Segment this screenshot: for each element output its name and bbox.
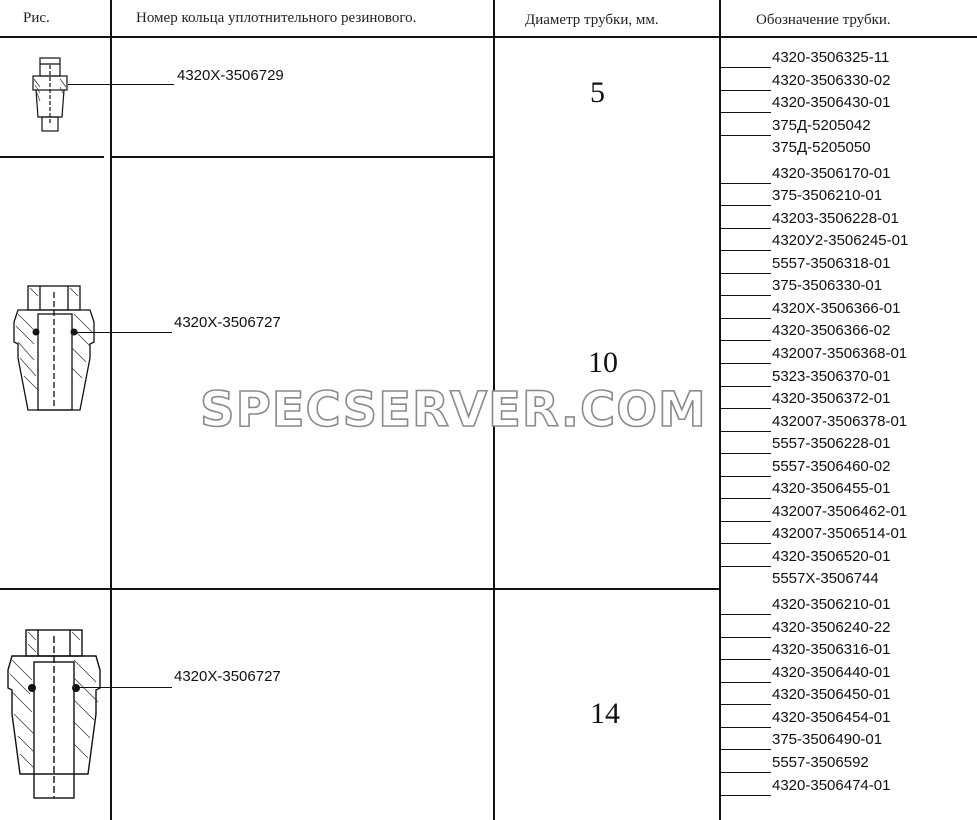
tube-underline xyxy=(721,476,771,477)
tube-underline xyxy=(721,273,771,274)
row-divider-fig-1 xyxy=(0,156,104,158)
row-divider-2 xyxy=(0,588,719,590)
ring-number-2: 4320Х-3506727 xyxy=(174,314,281,331)
tube-code: 4320-3506450-01 xyxy=(772,686,891,703)
tube-code: 4320-3506366-02 xyxy=(772,322,891,339)
tube-underline xyxy=(721,566,771,567)
tube-code: 4320-3506330-02 xyxy=(772,72,891,89)
row-divider-1 xyxy=(110,156,493,158)
tube-code: 432007-3506514-01 xyxy=(772,525,908,542)
tube-code: 5557Х-3506744 xyxy=(772,570,879,587)
header-divider xyxy=(0,36,977,38)
tube-code: 5557-3506228-01 xyxy=(772,435,891,452)
tube-code: 375-3506330-01 xyxy=(772,277,883,294)
ring-leader-line-1 xyxy=(68,84,174,85)
header-tube-designation: Обозначение трубки. xyxy=(756,12,891,28)
tube-code: 4320-3506455-01 xyxy=(772,480,891,497)
tube-code: 4320-3506454-01 xyxy=(772,709,891,726)
tube-underline xyxy=(721,408,771,409)
tube-code: 5557-3506318-01 xyxy=(772,255,891,272)
tube-code: 375-3506490-01 xyxy=(772,731,883,748)
tube-code: 4320-3506170-01 xyxy=(772,165,891,182)
tube-code: 375Д-5205042 xyxy=(772,117,871,134)
seal-fitting-medium-drawing xyxy=(10,282,100,414)
tube-underline xyxy=(721,386,771,387)
tube-code: 4320У2-3506245-01 xyxy=(772,232,909,249)
tube-underline xyxy=(721,659,771,660)
tube-code: 4320Х-3506366-01 xyxy=(772,300,901,317)
tube-underline xyxy=(721,453,771,454)
tube-underline xyxy=(721,772,771,773)
tube-code: 4320-3506440-01 xyxy=(772,664,891,681)
tube-code: 4320-3506210-01 xyxy=(772,596,891,613)
tube-underline xyxy=(721,682,771,683)
tube-underline xyxy=(721,749,771,750)
tube-code: 432007-3506368-01 xyxy=(772,345,908,362)
tube-underline xyxy=(721,112,771,113)
ring-number-1: 4320Х-3506729 xyxy=(177,67,284,84)
diameter-value-3: 14 xyxy=(590,697,620,730)
tube-underline xyxy=(721,90,771,91)
tube-underline xyxy=(721,295,771,296)
tube-code: 4320-3506316-01 xyxy=(772,641,891,658)
watermark: SPECSERVER.COM xyxy=(200,382,707,438)
tube-underline xyxy=(721,614,771,615)
column-divider-3 xyxy=(719,0,721,820)
tube-underline xyxy=(721,67,771,68)
tube-code: 4320-3506430-01 xyxy=(772,94,891,111)
header-figure: Рис. xyxy=(23,10,50,26)
tube-underline xyxy=(721,228,771,229)
tube-underline xyxy=(721,318,771,319)
tube-underline xyxy=(721,795,771,796)
tube-underline xyxy=(721,431,771,432)
tube-code: 4320-3506520-01 xyxy=(772,548,891,565)
tube-code: 4320-3506240-22 xyxy=(772,619,891,636)
tube-code: 4320-3506325-11 xyxy=(772,49,890,66)
diameter-value-1: 5 xyxy=(590,76,605,109)
diameter-value-2: 10 xyxy=(588,346,618,379)
tube-code: 432007-3506378-01 xyxy=(772,413,908,430)
tube-code: 375Д-5205050 xyxy=(772,139,871,156)
seal-fitting-large-drawing xyxy=(4,626,104,802)
tube-code: 432007-3506462-01 xyxy=(772,503,908,520)
ring-leader-line-3 xyxy=(76,687,172,688)
tube-underline xyxy=(721,340,771,341)
tube-underline xyxy=(721,543,771,544)
tube-underline xyxy=(721,250,771,251)
tube-underline xyxy=(721,637,771,638)
tube-underline xyxy=(721,498,771,499)
tube-underline xyxy=(721,183,771,184)
tube-code: 5557-3506592 xyxy=(772,754,869,771)
tube-code: 375-3506210-01 xyxy=(772,187,883,204)
seal-fitting-small-drawing xyxy=(26,55,78,135)
ring-leader-line-2 xyxy=(72,332,172,333)
tube-code: 5557-3506460-02 xyxy=(772,458,891,475)
header-ring-number: Номер кольца уплотнительного резинового. xyxy=(136,10,417,26)
header-diameter: Диаметр трубки, мм. xyxy=(525,12,659,28)
column-divider-1 xyxy=(110,0,112,820)
tube-code: 5323-3506370-01 xyxy=(772,368,891,385)
ring-number-3: 4320Х-3506727 xyxy=(174,668,281,685)
tube-code: 4320-3506474-01 xyxy=(772,777,891,794)
tube-code: 4320-3506372-01 xyxy=(772,390,891,407)
tube-underline xyxy=(721,521,771,522)
tube-underline xyxy=(721,363,771,364)
tube-underline xyxy=(721,205,771,206)
tube-code: 43203-3506228-01 xyxy=(772,210,899,227)
tube-underline xyxy=(721,704,771,705)
tube-underline xyxy=(721,727,771,728)
tube-underline xyxy=(721,135,771,136)
